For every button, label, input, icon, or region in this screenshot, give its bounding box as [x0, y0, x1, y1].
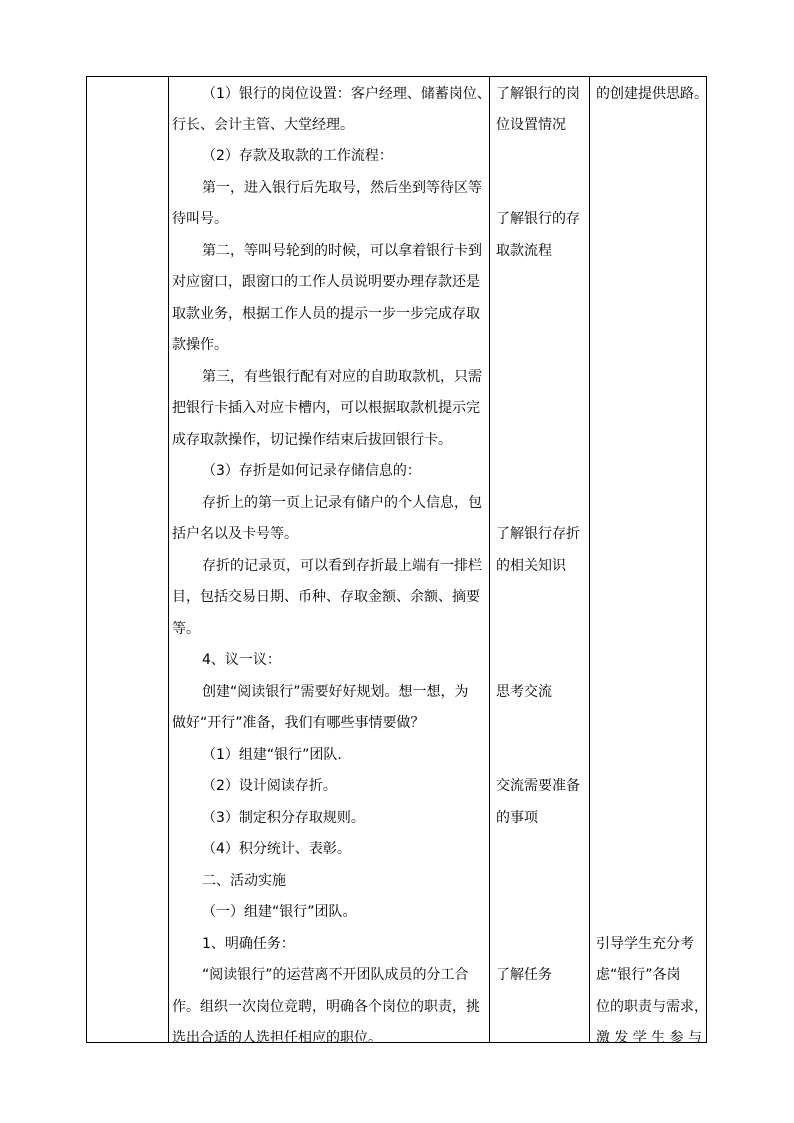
content-line: 做好“开行”准备，我们有哪些事情要做？ — [172, 715, 425, 731]
column-divider-2 — [489, 76, 490, 1043]
content-line: （3）制定积分存取规则。 — [202, 810, 365, 826]
content-line: 成存取款操作，切记操作结束后拔回银行卡。 — [172, 432, 452, 448]
intent-line: 的创建提供思路。 — [596, 86, 708, 102]
content-line: （4）积分统计、表彰。 — [202, 841, 351, 857]
content-line: 待叫号。 — [172, 211, 228, 227]
content-line: 二、活动实施 — [202, 873, 286, 889]
content-line: 1、明确任务： — [202, 936, 295, 952]
intent-line: 位的职责与需求， — [596, 999, 708, 1015]
activity-line: 了解任务 — [496, 967, 552, 983]
content-line: 行长、会计主管、大堂经理。 — [172, 117, 354, 133]
content-line: （1）银行的岗位设置：客户经理、储蓄岗位、 — [202, 86, 491, 102]
content-line: 把银行卡插入对应卡槽内，可以根据取款机提示完 — [172, 400, 480, 416]
activity-line: 位设置情况 — [496, 117, 566, 133]
content-line: “阅读银行”的运营离不开团队成员的分工合 — [202, 967, 469, 983]
content-line: （2）存款及取款的工作流程： — [202, 148, 393, 164]
content-line: （2）设计阅读存折。 — [202, 778, 337, 794]
content-line: （3）存折是如何记录存储信息的： — [202, 463, 421, 479]
content-line: 目，包括交易日期、币种、存取金额、余额、摘要 — [172, 589, 480, 605]
activity-line: 的事项 — [496, 810, 538, 826]
content-line: （1）组建“银行”团队. — [202, 747, 342, 763]
content-line: （一）组建“银行”团队。 — [202, 904, 357, 920]
content-line: 作。组织一次岗位竞聘，明确各个岗位的职责，挑 — [172, 999, 480, 1015]
activity-line: 思考交流 — [496, 684, 552, 700]
content-line: 存折的记录页，可以看到存折最上端有一排栏 — [202, 558, 482, 574]
column-divider-3 — [589, 76, 590, 1043]
content-line: 第一，进入银行后先取号，然后坐到等待区等 — [202, 180, 482, 196]
intent-line: 虑“银行”各岗 — [596, 967, 681, 983]
content-line: 第二，等叫号轮到的时候，可以拿着银行卡到 — [202, 243, 482, 259]
activity-line: 的相关知识 — [496, 558, 566, 574]
content-line: 取款业务，根据工作人员的提示一步一步完成存取 — [172, 306, 480, 322]
content-line: 括户名以及卡号等。 — [172, 526, 298, 542]
intent-line: 引导学生充分考 — [596, 936, 694, 952]
content-line: 对应窗口，跟窗口的工作人员说明要办理存款还是 — [172, 274, 480, 290]
column-divider-1 — [168, 76, 169, 1043]
content-line: 第三，有些银行配有对应的自助取款机，只需 — [202, 369, 482, 385]
content-line: 选出合适的人选担任相应的职位。 — [172, 1030, 382, 1046]
content-line: 创建“阅读银行”需要好好规划。想一想，为 — [202, 684, 469, 700]
content-line: 等。 — [172, 621, 200, 637]
activity-line: 交流需要准备 — [496, 778, 580, 794]
intent-line: 激 发 学 生 参 与 — [596, 1030, 702, 1046]
content-line: 存折上的第一页上记录有储户的个人信息，包 — [202, 495, 482, 511]
activity-line: 了解银行的存 — [496, 211, 580, 227]
content-line: 4、议一议： — [202, 652, 281, 668]
content-line: 款操作。 — [172, 337, 228, 353]
activity-line: 取款流程 — [496, 243, 552, 259]
activity-line: 了解银行存折 — [496, 526, 580, 542]
activity-line: 了解银行的岗 — [496, 86, 580, 102]
